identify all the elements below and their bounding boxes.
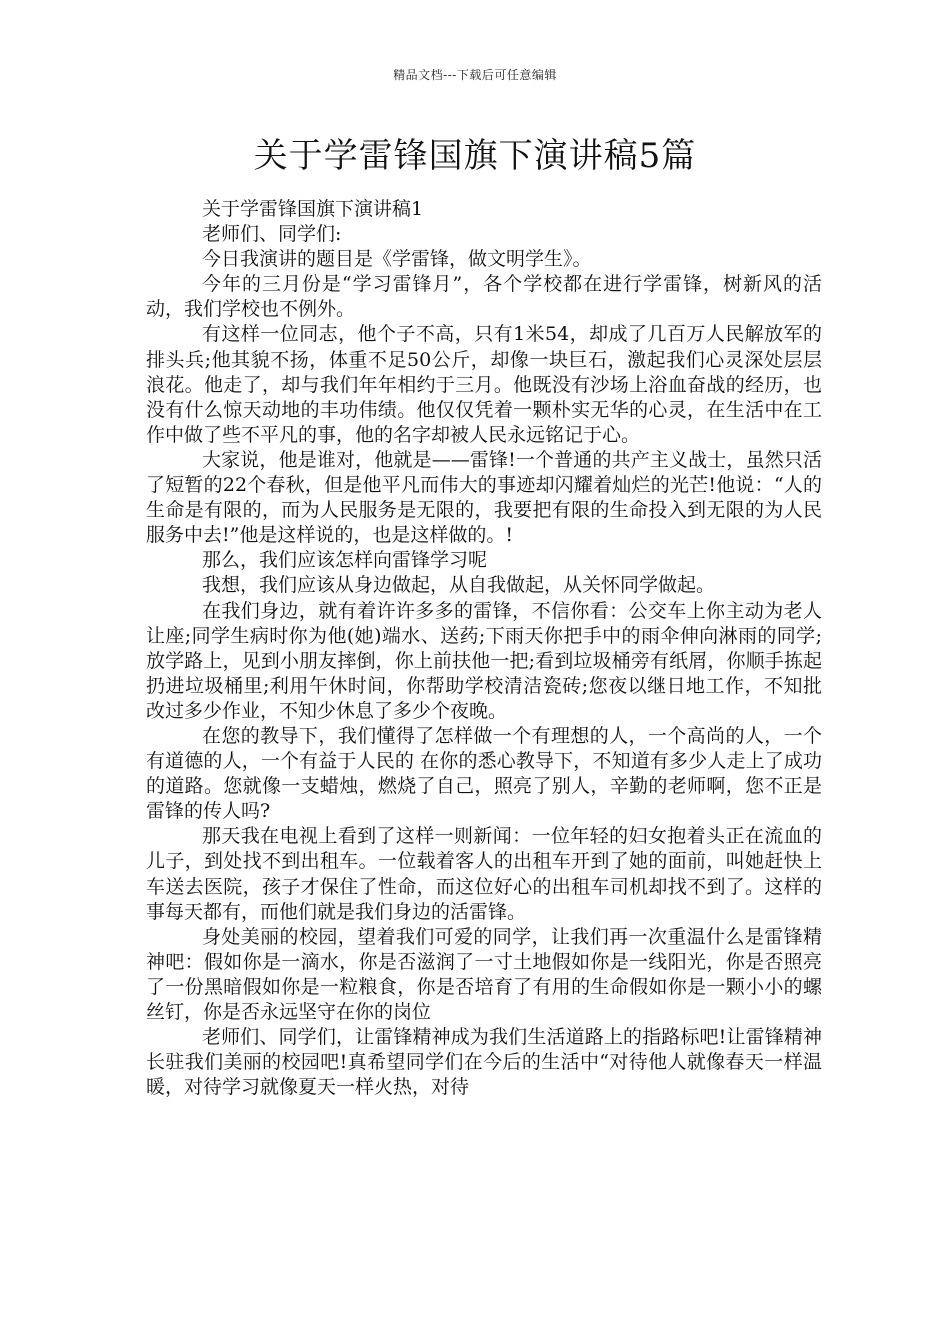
paragraph-greeting: 老师们、同学们:: [202, 223, 342, 246]
paragraph: 今日我演讲的题目是《学雷锋，做文明学生》。: [202, 248, 592, 271]
header-note: 精品文档---下载后可任意编辑: [393, 68, 557, 82]
paragraph: 大家说，他是谁对，他就是——雷锋!一个普通的共产主义战士，虽然只活了短暂的22个春秋，但是他平凡而伟大的事迹却闪耀着灿烂的光芒!他说：“人的生命是有限的，而为人民服务是无限的，我要把有限的生命投入到无限的为人民服务中去!”他是这样说的，也是这样做的。!: [146, 448, 822, 547]
paragraph: 老师们、同学们，让雷锋精神成为我们生活道路上的指路标吧!让雷锋精神长驻我们美丽的校园吧!真希望同学们在今后的生活中“对待他人就像春天一样温暖，对待学习就像夏天一样火热，对待: [146, 1026, 822, 1099]
paragraph: 那天我在电视上看到了这样一则新闻：一位年轻的妇女抱着头正在流血的儿子，到处找不到出租车。一位载着客人的出租车开到了她的面前，叫她赶快上车送去医院，孩子才保住了性命，而这位好心的出租车司机却找不到了。这样的事每天都有，而他们就是我们身边的活雷锋。: [146, 825, 822, 923]
document-body: [146, 197, 822, 1100]
paragraph: 我想，我们应该从身边做起，从自我做起，从关怀同学做起。: [202, 574, 716, 597]
paragraph: 在您的教导下，我们懂得了怎样做一个有理想的人，一个高尚的人，一个有道德的人，一个有益于人民的 在你的悉心教导下，不知道有多少人走上了成功的道路。您就像一支蜡烛，燃烧了自己，照亮了别人，辛勤的老师啊，您不正是雷锋的传人吗?: [146, 724, 822, 823]
paragraph: 有这样一位同志，他个子不高，只有1米54，却成了几百万人民解放军的排头兵;他其貌不扬，体重不足50公斤，却像一块巨石，激起我们心灵深处层层浪花。他走了，却与我们年年相约于三月。他既没有沙场上浴血奋战的经历，也没有什么惊天动地的丰功伟绩。他仅仅凭着一颗朴实无华的心灵，在生活中在工作中做了些不平凡的事，他的名字却被人民永远铭记于心。: [146, 323, 822, 446]
paragraph-subtitle: 关于学雷锋国旗下演讲稿1: [202, 198, 424, 220]
paragraph: 身处美丽的校园，望着我们可爱的同学，让我们再一次重温什么是雷锋精神吧：假如你是一滴水，你是否滋润了一寸土地假如你是一线阳光，你是否照亮了一份黑暗假如你是一粒粮食，你是否培育了有用的生命假如你是一颗小小的螺丝钉，你是否永远坚守在你的岗位: [146, 925, 822, 1023]
paragraph: 在我们身边，就有着许许多多的雷锋，不信你看：公交车上你主动为老人让座;同学生病时你为他(她)端水、送药;下雨天你把手中的雨伞伸向淋雨的同学;放学路上，见到小朋友摔倒，你上前扶他一把;看到垃圾桶旁有纸屑，你顺手拣起扔进垃圾桶里;利用午休时间，你帮助学校清洁瓷砖;您夜以继日地工作，不知批改过多少作业，不知少休息了多少个夜晚。: [146, 599, 822, 722]
document-title: 关于学雷锋国旗下演讲稿5篇: [253, 136, 697, 176]
paragraph: 那么，我们应该怎样向雷锋学习呢: [202, 549, 488, 572]
paragraph: 今年的三月份是“学习雷锋月”，各个学校都在进行学雷锋，树新风的活动，我们学校也不例外。: [146, 273, 822, 321]
